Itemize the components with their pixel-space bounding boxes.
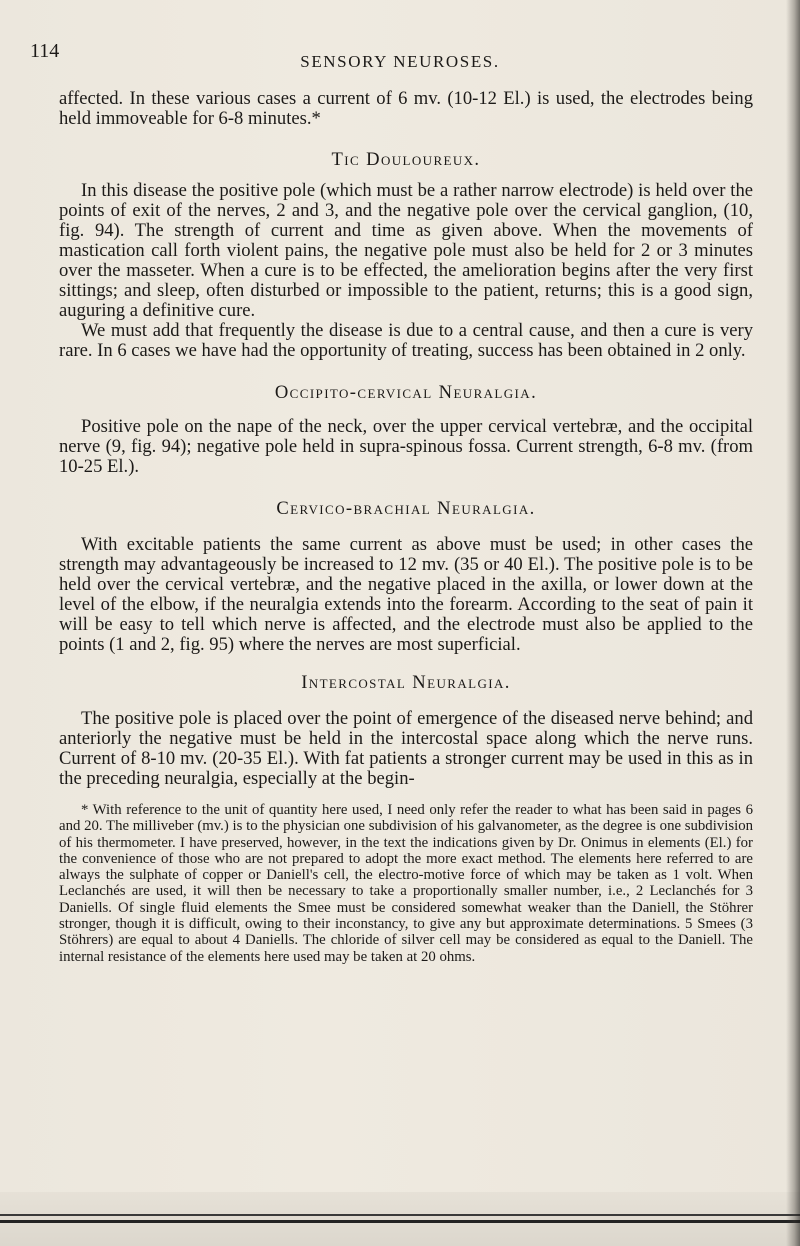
paragraph-tic-2: We must add that frequently the disease is due to a central cause, and then a cure is very rare. In 6 cases we have had the opportunity of treating, success has been obtained in 2 only. <box>59 320 753 361</box>
page-number: 114 <box>30 40 60 62</box>
paragraph-continued: affected. In these various cases a current of 6 mv. (10-12 El.) is used, the electrodes being held immoveable for 6-8 minutes.* <box>59 88 753 129</box>
page-spine-shadow <box>786 0 800 1246</box>
paragraph-occipito-cervical: Positive pole on the nape of the neck, over the upper cervical vertebræ, and the occipital nerve (9, fig. 94); negative pole held in supra-spinous fossa. Current strength, 6-8 mv. (from 10-25 El.). <box>59 416 753 477</box>
section-heading-intercostal: Intercostal Neuralgia. <box>301 672 511 693</box>
page-body <box>59 89 753 965</box>
footnote: * With reference to the unit of quantity here used, I need only refer the reader to what has been said in pages 6 and 20. The milliveber (mv.) is to the physician one subdivision of his galvanometer, as the degree is one subdivision of his thermometer. I have preserved, however, in the text the indications given by Dr. Onimus in elements (El.) for the convenience of those who are not prepared to adopt the more exact method. The elements here referred to are always the sulphate of copper or Daniell's cell, the electro-motive force of which may be taken as 1 volt. When Leclanchés are used, it will then be necessary to take a proportionally smaller number, i.e., 2 Leclanchés for 3 Daniells. Of single fluid elements the Smee must be considered somewhat weaker than the Daniell, the Stöhrer stronger, though it is difficult, owing to their inconstancy, to give any but approximate determinations. 5 Smees (3 Stöhrers) are equal to about 4 Daniells. The chloride of silver cell may be considered as equal to the Daniell. The internal resistance of the elements here used may be taken at 20 ohms. <box>59 802 753 965</box>
section-heading-tic-douloureux: Tic Douloureux. <box>331 149 481 170</box>
page-bottom-edge <box>0 1192 800 1246</box>
divider <box>0 1214 800 1216</box>
paragraph-cervico-brachial: With excitable patients the same current as above must be used; in other cases the strength may advantageously be increased to 12 mv. (35 or 40 El.). The positive pole is to be held over the cervical vertebræ, and the negative placed in the axilla, or lower down at the level of the elbow, if the neuralgia extends into the forearm. According to the seat of pain it will be easy to tell which nerve is affected, and the electrode must also be applied to the points (1 and 2, fig. 95) where the nerves are most superficial. <box>59 534 753 655</box>
running-head: SENSORY NEUROSES. <box>300 52 500 71</box>
paragraph-intercostal: The positive pole is placed over the point of emergence of the diseased nerve behind; and anteriorly the negative must be held in the intercostal space along which the nerve runs. Current of 8-10 mv. (20-35 El.). With fat patients a stronger current may be used in this as in the preceding neuralgia, especially at the begin- <box>59 708 753 789</box>
paragraph-tic-1: In this disease the positive pole (which must be a rather narrow electrode) is held over the points of exit of the nerves, 2 and 3, and the negative pole over the cervical ganglion, (10, fig. 94). The strength of current and time as given above. When the movements of mastication call forth violent pains, the negative pole must also be held for 2 or 3 minutes over the masseter. When a cure is to be effected, the amelioration begins after the very first sittings; and sleep, often disturbed or impossible to the patient, returns; this is a good sign, auguring a definitive cure. <box>59 180 753 321</box>
section-heading-occipito-cervical: Occipito-cervical Neuralgia. <box>274 382 538 403</box>
divider <box>0 1220 800 1223</box>
section-heading-cervico-brachial: Cervico-brachial Neuralgia. <box>276 498 536 519</box>
